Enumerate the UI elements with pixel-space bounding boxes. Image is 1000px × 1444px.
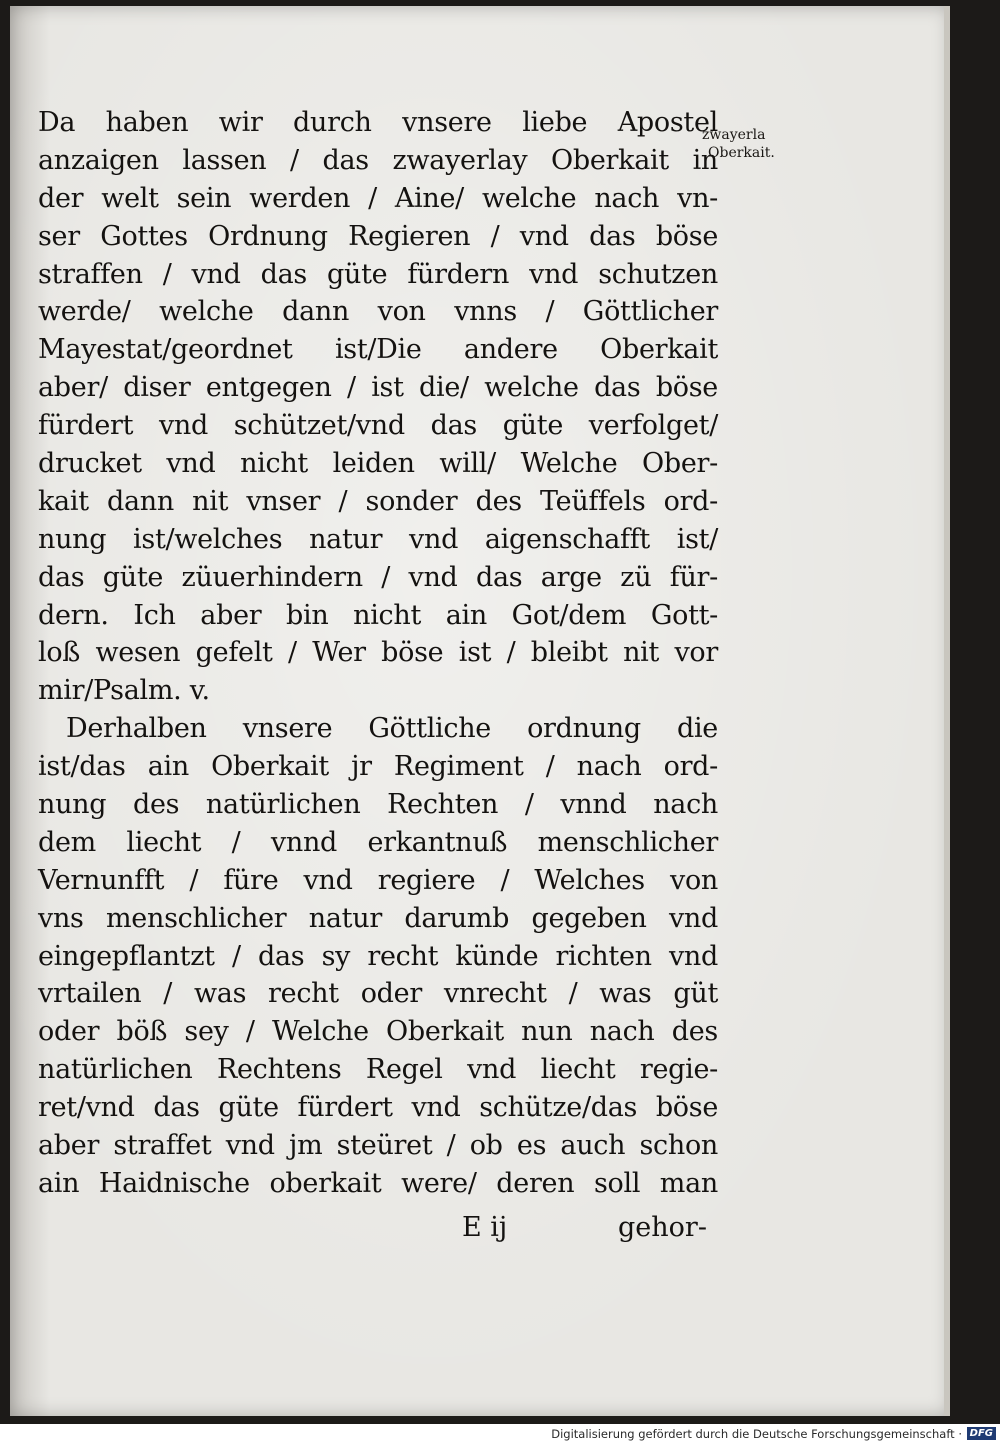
- text-line: fürdert vnd schützet/vnd das güte verfolget/: [38, 410, 718, 442]
- text-line: straffen / vnd das güte fürdern vnd schutzen: [38, 258, 718, 290]
- text-line: dern. Ich aber bin nicht ain Got/dem Gott-: [38, 599, 718, 631]
- dfg-logo-icon: DFG: [967, 1427, 996, 1440]
- text-line: loß wesen gefelt / Wer böse ist / bleibt nit vor: [38, 637, 718, 669]
- catchword: gehor-: [618, 1212, 707, 1243]
- text-line: ain Haidnische oberkait were/ deren soll man: [38, 1167, 718, 1199]
- text-line: anzaigen lassen / das zwayerlay Oberkait in: [38, 144, 718, 176]
- text-line: das güte züuerhindern / vnd das arge zü für-: [38, 561, 718, 593]
- text-line: Da haben wir durch vnsere liebe Apostel: [38, 107, 718, 138]
- text-line: ser Gottes Ordnung Regieren / vnd das böse: [38, 220, 718, 252]
- text-line: drucket vnd nicht leiden will/ Welche Ober-: [38, 448, 718, 480]
- footer: [0, 1424, 1000, 1444]
- text-line: oder böß sey / Welche Oberkait nun nach des: [38, 1016, 718, 1048]
- footer-credit: Digitalisierung gefördert durch die Deutsche Forschungsgemeinschaft ·: [551, 1427, 962, 1441]
- text-line: ist/das ain Oberkait jr Regiment / nach ord-: [38, 751, 718, 783]
- body-text: [38, 104, 718, 1203]
- marginal-note-line: Oberkait.: [708, 145, 775, 161]
- text-line: der welt sein werden / Aine/ welche nach vn-: [38, 182, 718, 214]
- book-page: [10, 6, 950, 1416]
- text-line: aber straffet vnd jm steüret / ob es auch schon: [38, 1130, 718, 1162]
- text-line: nung des natürlichen Rechten / vnnd nach: [38, 789, 718, 821]
- text-line: werde/ welche dann von vnns / Göttlicher: [38, 296, 718, 328]
- signature-mark: E ij: [462, 1212, 508, 1243]
- text-line: dem liecht / vnnd erkantnuß menschlicher: [38, 826, 718, 858]
- text-line: natürlichen Rechtens Regel vnd liecht regie-: [38, 1054, 718, 1086]
- signature-line: [38, 1212, 718, 1252]
- text-line: vns menschlicher natur darumb gegeben vnd: [38, 902, 718, 934]
- text-line: eingepflantzt / das sy recht künde richten vnd: [38, 940, 718, 972]
- text-line: aber/ diser entgegen / ist die/ welche das böse: [38, 372, 718, 404]
- text-line: nung ist/welches natur vnd aigenschafft ist/: [38, 523, 718, 555]
- text-line: kait dann nit vnser / sonder des Teüffels ord-: [38, 485, 718, 517]
- text-line: Mayestat/geordnet ist/Die andere Oberkait: [38, 334, 718, 366]
- marginal-note-line: zwayerla: [702, 127, 766, 143]
- marginal-note: [702, 126, 832, 162]
- text-line: vrtailen / was recht oder vnrecht / was güt: [38, 978, 718, 1010]
- text-line: Vernunfft / füre vnd regiere / Welches von: [38, 864, 718, 896]
- text-line: mir/Psalm. v.: [38, 675, 210, 707]
- text-line: ret/vnd das güte fürdert vnd schütze/das böse: [38, 1092, 718, 1124]
- text-line: Derhalben vnsere Göttliche ordnung die: [66, 713, 718, 745]
